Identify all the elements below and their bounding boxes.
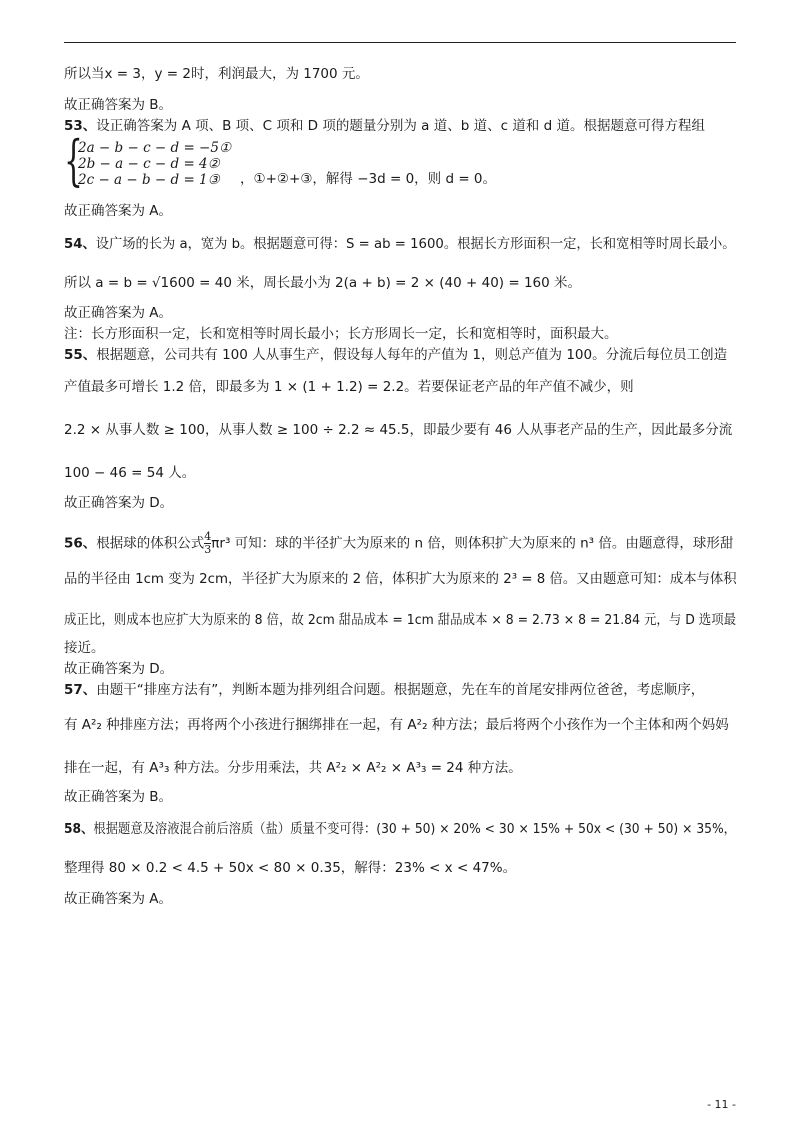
- fraction-denominator: 3: [204, 543, 212, 556]
- page-number: - 11 -: [707, 1098, 736, 1111]
- question-text: 设广场的长为 a，宽为 b。根据题意可得：S = ab = 1600。根据长方形面积一定，长和宽相等时周长最小。: [95, 236, 736, 252]
- fraction-numerator: 4: [204, 530, 212, 543]
- answer-52: 故正确答案为 B。: [64, 97, 173, 113]
- question-57: [64, 681, 704, 699]
- question-text: 设正确答案为 A 项、B 项、C 项和 D 项的题量分别为 a 道、b 道、c 道和 d 道。根据题意可得方程组: [96, 118, 705, 134]
- question-56-line-3: 成正比，则成本也应扩大为原来的 8 倍，故 2cm 甜品成本 = 1cm 甜品成本 × 8 = 2.73 × 8 = 21.84 元，与 D 选项最: [64, 612, 737, 628]
- question-number: 56、: [64, 535, 97, 552]
- question-number: 55、: [64, 347, 97, 363]
- question-number: 57、: [64, 682, 97, 698]
- question-54-line-2: 所以 a = b = √1600 = 40 米，周长最小为 2(a + b) = 2 × (40 + 40) = 160 米。: [64, 275, 582, 291]
- question-58: [64, 820, 736, 838]
- answer-54: 故正确答案为 A。: [64, 305, 173, 321]
- question-57-line-3: 排在一起，有 A³₃ 种方法。分步用乘法，共 A²₂ × A²₂ × A³₃ = 24 种方法。: [64, 760, 522, 776]
- question-number: 58、: [64, 821, 94, 837]
- question-56: [64, 531, 733, 556]
- question-number: 53、: [64, 118, 97, 134]
- question-58-line-2: 整理得 80 × 0.2 < 4.5 + 50x < 80 × 0.35，解得：23% < x < 47%。: [64, 860, 517, 876]
- answer-56: 故正确答案为 D。: [64, 661, 174, 677]
- question-56-line-4: 接近。: [64, 640, 105, 656]
- question-text-prefix: 根据球的体积公式: [96, 535, 205, 552]
- question-56-line-2: 品的半径由 1cm 变为 2cm，半径扩大为原来的 2 倍，体积扩大为原来的 2³ = 8 倍。又由题意可知：成本与体积: [64, 571, 737, 587]
- equation-3: 2c − a − b − d = 1③: [78, 172, 220, 188]
- header-rule: [64, 42, 736, 43]
- question-53: [64, 117, 705, 135]
- equation-solution: ，①+②+③，解得 −3d = 0，则 d = 0。: [240, 171, 497, 187]
- answer-58: 故正确答案为 A。: [64, 891, 173, 907]
- equation-1: 2a − b − c − d = −5①: [78, 140, 232, 156]
- question-55-line-4: 100 − 46 = 54 人。: [64, 465, 196, 481]
- question-number: 54、: [64, 236, 96, 252]
- question-text: 由题干“排座方法有”，判断本题为排列组合问题。根据题意，先在车的首尾安排两位爸爸，考虑顺序，: [96, 682, 705, 698]
- answer-55: 故正确答案为 D。: [64, 495, 174, 511]
- question-text: 根据题意及溶液混合前后溶质（盐）质量不变可得：(30 + 50) × 20% < 30 × 15% + 50x < (30 + 50) × 35%，: [93, 821, 736, 837]
- equation-2: 2b − a − c − d = 4②: [78, 156, 220, 172]
- line-profit-result: 所以当x = 3，y = 2时，利润最大，为 1700 元。: [64, 66, 369, 82]
- question-55: [64, 346, 727, 364]
- question-55-line-3: 2.2 × 从事人数 ≥ 100，从事人数 ≥ 100 ÷ 2.2 ≈ 45.5，即最少要有 46 人从事老产品的生产，因此最多分流: [64, 422, 733, 438]
- brace: {: [64, 129, 83, 192]
- answer-57: 故正确答案为 B。: [64, 789, 173, 805]
- answer-53: 故正确答案为 A。: [64, 203, 173, 219]
- question-55-line-2: 产值最多可增长 1.2 倍，即最多为 1 × (1 + 1.2) = 2.2。若要保证老产品的年产值不减少，则: [64, 379, 634, 395]
- question-text: 根据题意，公司共有 100 人从事生产，假设每人每年的产值为 1，则总产值为 100。分流后每位员工创造: [96, 347, 728, 363]
- question-57-line-2: 有 A²₂ 种排座方法；再将两个小孩进行捆绑排在一起，有 A²₂ 种方法；最后将两个小孩作为一个主体和两个妈妈: [64, 717, 729, 733]
- question-54: [64, 235, 735, 253]
- question-text: πr³ 可知：球的半径扩大为原来的 n 倍，则体积扩大为原来的 n³ 倍。由题意得，球形甜: [211, 535, 734, 552]
- note-54: 注：长方形面积一定，长和宽相等时周长最小；长方形周长一定，长和宽相等时，面积最大。: [64, 326, 618, 342]
